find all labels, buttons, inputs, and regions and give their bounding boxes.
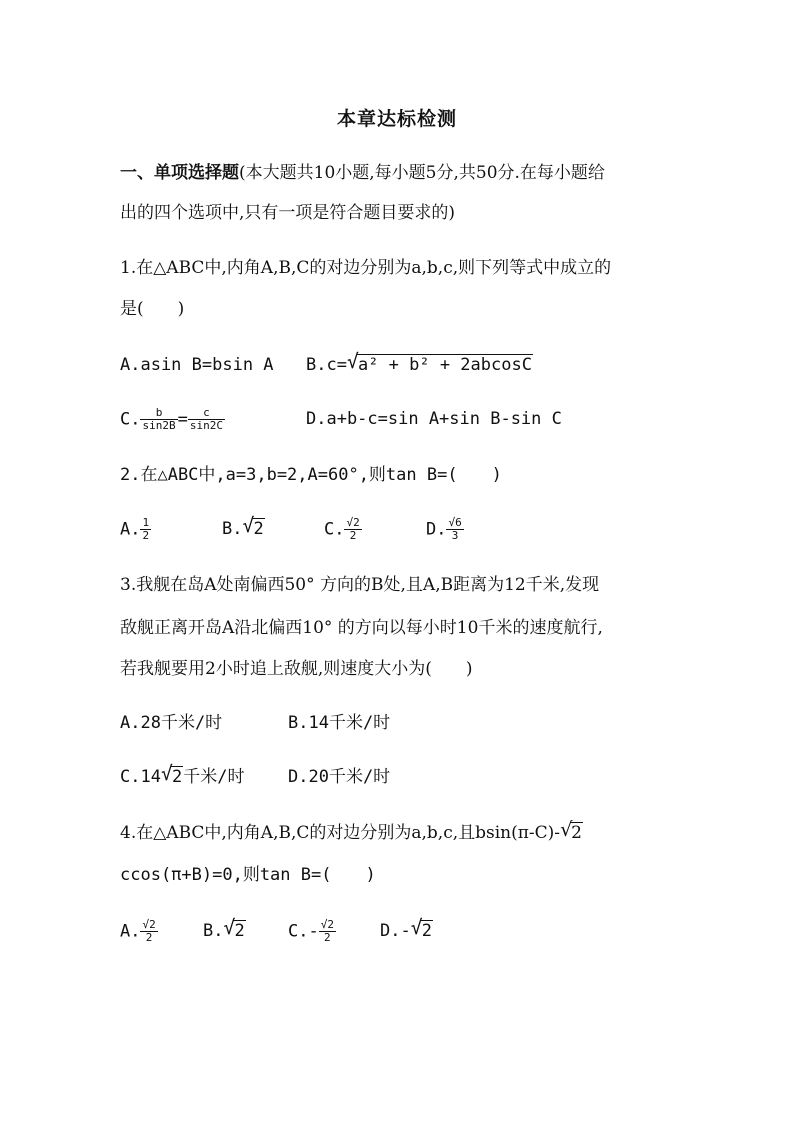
q3-option-c xyxy=(120,762,245,789)
fraction xyxy=(188,407,225,432)
q1-option-c-prefix: C. xyxy=(120,409,141,430)
option-prefix: B. xyxy=(203,921,224,941)
q1-option-b-radicand: a² + b² + 2abcosC xyxy=(357,355,532,375)
q4-option-c xyxy=(288,919,336,944)
radicand: 2 xyxy=(353,516,360,529)
fraction-denominator: 2 xyxy=(324,931,331,944)
sqrt-sign: √ 2 xyxy=(242,514,264,539)
sqrt-sign: √ a² + b² + 2abcosC xyxy=(346,350,532,375)
fraction xyxy=(344,517,361,542)
fraction-denominator: 2 xyxy=(145,931,153,944)
option-prefix: D. xyxy=(426,519,447,540)
page-title: 本章达标检测 xyxy=(336,108,457,130)
fraction-numerator: b xyxy=(140,407,177,420)
option-prefix: C.- xyxy=(288,921,319,942)
option-prefix: A. xyxy=(120,921,141,942)
option-prefix: D.- xyxy=(380,921,411,941)
q1-stem-line1: 1.在△ABC中,内角A,B,C的对边分别为a,b,c,则下列等式中成立的 xyxy=(120,258,612,278)
fraction-numerator: √2 xyxy=(142,918,156,931)
q1-stem-line2: 是( ) xyxy=(120,299,185,319)
fraction-numerator: √2 xyxy=(320,918,334,931)
q2-option-c xyxy=(324,517,362,542)
option-prefix: A. xyxy=(120,519,141,540)
section-intro-2: 出的四个选项中,只有一项是符合题目要求的) xyxy=(120,203,456,223)
q4-option-b xyxy=(203,916,246,943)
sqrt-sign: √ 2 xyxy=(160,762,183,787)
q1-option-b xyxy=(306,350,533,377)
q3-stem-line2: 敌舰正离开岛A沿北偏西10° 的方向以每小时10千米的速度航行, xyxy=(120,618,603,638)
q1-option-b-prefix: B.c= xyxy=(306,355,347,375)
q4-option-a xyxy=(120,919,158,944)
q3-stem-line1: 3.我舰在岛A处南偏西50° 方向的B处,且A,B距离为12千米,发现 xyxy=(120,575,600,595)
fraction xyxy=(446,517,463,542)
q3-stem-line3: 若我舰要用2小时追上敌舰,则速度大小为( ) xyxy=(120,659,473,679)
option-prefix: B. xyxy=(222,519,243,539)
q3-option-b: B.14千米/时 xyxy=(288,713,391,733)
fraction xyxy=(319,919,336,944)
option-prefix: C.14 xyxy=(120,767,161,787)
q3-option-a: A.28千米/时 xyxy=(120,713,223,733)
fraction xyxy=(140,919,157,944)
q4-stem-line1 xyxy=(120,818,583,845)
fraction-denominator: sin2C xyxy=(189,419,223,432)
radicand: 2 xyxy=(421,921,432,941)
radicand: 2 xyxy=(171,767,183,787)
radicand: 2 xyxy=(327,918,334,931)
q4-stem-text: 4.在△ABC中,内角A,B,C的对边分别为a,b,c,且bsin(π-C)- xyxy=(120,823,561,843)
fraction-numerator: √2 xyxy=(346,516,360,529)
fraction-numerator: 1 xyxy=(142,516,150,529)
section-heading: 一、单项选择题 xyxy=(120,163,239,183)
sqrt-sign: √ 2 xyxy=(410,916,432,941)
q4-stem-line2: ccos(π+B)=0,则tan B=( ) xyxy=(120,865,376,885)
radicand: 2 xyxy=(234,921,245,941)
radicand: 2 xyxy=(149,918,156,931)
fraction-denominator: 2 xyxy=(349,529,357,542)
radicand: 6 xyxy=(455,516,462,529)
fraction xyxy=(140,407,177,432)
fraction-denominator: sin2B xyxy=(142,419,176,432)
q1-option-d: D.a+b-c=sin A+sin B-sin C xyxy=(306,409,562,429)
q2-option-a xyxy=(120,517,151,542)
radicand: 2 xyxy=(253,519,264,539)
q3-option-d: D.20千米/时 xyxy=(288,767,391,787)
section-intro-1: (本大题共10小题,每小题5分,共50分.在每小题给 xyxy=(239,163,605,183)
q2-option-b xyxy=(222,514,265,541)
q1-option-c xyxy=(120,407,225,432)
fraction-numerator: √6 xyxy=(448,516,462,529)
option-prefix: C. xyxy=(324,519,345,540)
q2-stem: 2.在△ABC中,a=3,b=2,A=60°,则tan B=( ) xyxy=(120,465,502,485)
unit-label: 千米/时 xyxy=(183,767,245,787)
fraction-numerator: c xyxy=(188,407,225,420)
sqrt-sign: √ 2 xyxy=(223,916,245,941)
q4-option-d xyxy=(380,916,433,943)
fraction-denominator: 3 xyxy=(451,529,459,542)
fraction-denominator: 2 xyxy=(142,529,150,542)
radicand: 2 xyxy=(571,823,582,843)
equals-sign: = xyxy=(177,409,188,430)
sqrt-sign: √ 2 xyxy=(560,818,582,843)
q1-option-a: A.asin B=bsin A xyxy=(120,355,274,375)
section-heading-line xyxy=(120,161,605,185)
fraction xyxy=(140,517,151,542)
q2-option-d xyxy=(426,517,464,542)
